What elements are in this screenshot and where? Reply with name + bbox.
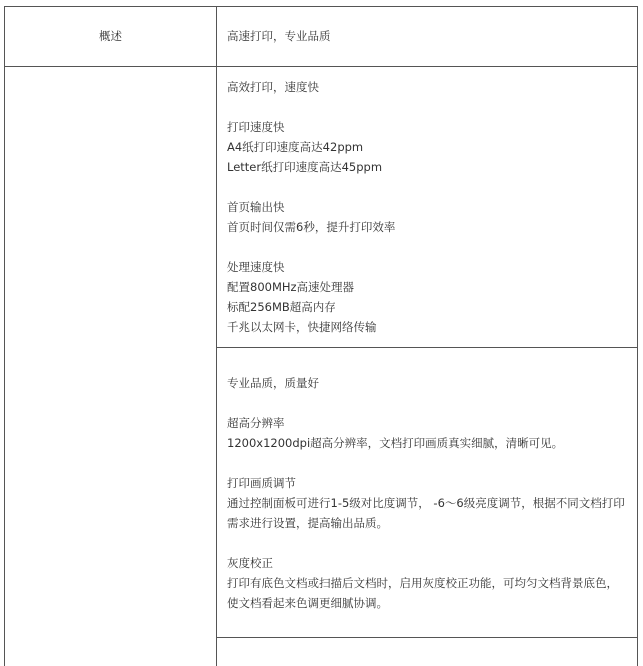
speed-heading: 高效打印，速度快 (227, 80, 319, 94)
feature-text: 1200x1200dpi超高分辨率，文档打印画质真实细腻，清晰可见。 (227, 436, 564, 450)
row-divider (217, 637, 638, 638)
speed-section (227, 77, 627, 337)
overview-value: 高速打印，专业品质 (227, 29, 331, 43)
quality-section (227, 373, 627, 613)
row-divider (4, 66, 638, 67)
feature-title: 首页输出快 (227, 200, 285, 214)
overview-label: 概述 (99, 29, 122, 43)
feature-line: 首页时间仅需6秒，提升打印效率 (227, 220, 396, 234)
feature-text: 打印有底色文档或扫描后文档时，启用灰度校正功能，可均匀文档背景底色，使文档看起来色调更细腻协调。 (227, 576, 618, 610)
feature-title: 超高分辨率 (227, 416, 285, 430)
feature-line: Letter纸打印速度高达45ppm (227, 160, 383, 174)
row-divider (217, 347, 638, 348)
column-divider (216, 6, 217, 666)
feature-title: 打印速度快 (227, 120, 285, 134)
quality-heading: 专业品质，质量好 (227, 376, 319, 390)
feature-text: 通过控制面板可进行1-5级对比度调节， -6～6级亮度调节，根据不同文档打印需求进行设置，提高输出品质。 (227, 496, 625, 530)
feature-title: 灰度校正 (227, 556, 273, 570)
overview-label-cell (5, 7, 216, 65)
feature-title: 打印画质调节 (227, 476, 296, 490)
feature-line: A4纸打印速度高达42ppm (227, 140, 364, 154)
feature-title: 处理速度快 (227, 260, 285, 274)
feature-line: 千兆以太网卡，快捷网络传输 (227, 320, 377, 334)
overview-value-cell (227, 7, 331, 65)
feature-line: 标配256MB超高内存 (227, 300, 336, 314)
feature-line: 配置800MHz高速处理器 (227, 280, 355, 294)
